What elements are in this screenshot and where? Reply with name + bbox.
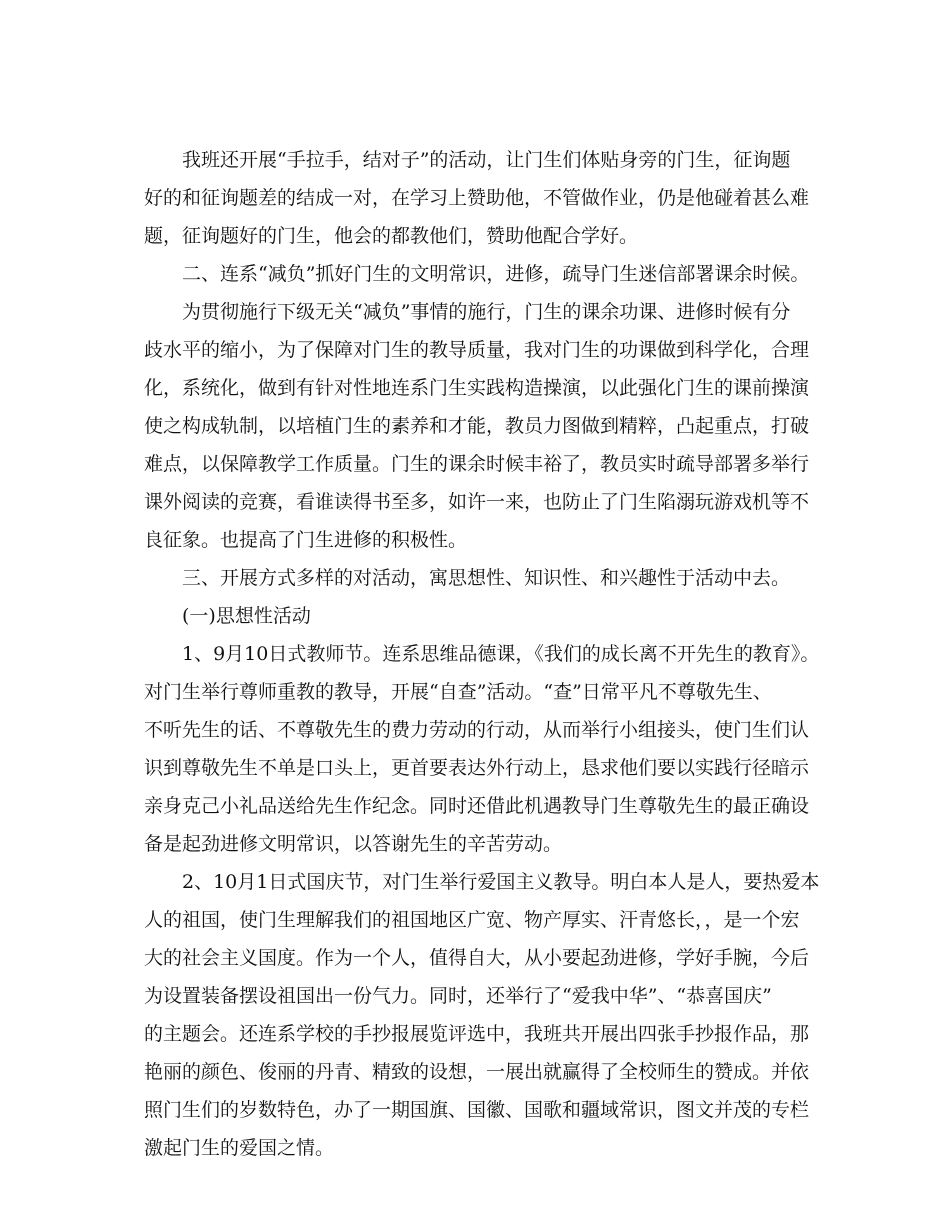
paragraph-line: 照门生们的岁数特色，办了一期国旗、国徽、国歌和疆域常识，图文并茂的专栏: [144, 1099, 810, 1121]
paragraph-line: 课外阅读的竞赛，看谁读得书至多，如许一来，也防止了门生陷溺玩游戏机等不: [144, 491, 810, 513]
paragraph-line: 为设置装备摆设祖国出一份气力。同时，还举行了“爱我中华”、“恭喜国庆”: [144, 985, 772, 1007]
paragraph-line: 识到尊敬先生不单是口头上，更首要表达外行动上，恳求他们要以实践行径暗示: [144, 757, 810, 779]
subsection-heading: (一)思想性活动: [182, 605, 311, 627]
paragraph-line: 2、10月1日式国庆节，对门生举行爱国主义教导。明白本人是人，要热爱本: [182, 871, 820, 893]
paragraph-line: 难点，以保障教学工作质量。门生的课余时候丰裕了，教员实时疏导部署多举行: [144, 453, 810, 475]
paragraph-line: 我班还开展“手拉手，结对子”的活动，让门生们体贴身旁的门生，征询题: [182, 149, 791, 171]
paragraph-line: 歧水平的缩小，为了保障对门生的教导质量，我对门生的功课做到科学化，合理: [144, 339, 810, 361]
paragraph-line: 备是起劲进修文明常识，以答谢先生的辛苦劳动。: [144, 833, 563, 855]
paragraph-line: 艳丽的颜色、俊丽的丹青、精致的设想，一展出就赢得了全校师生的赞成。并依: [144, 1061, 810, 1083]
paragraph-line: 对门生举行尊师重教的教导，开展“自查”活动。“查”日常平凡不尊敬先生、: [144, 681, 772, 703]
paragraph-line: 好的和征询题差的结成一对，在学习上赞助他，不管做作业，仍是他碰着甚么难: [144, 187, 810, 209]
paragraph-line: 大的社会主义国度。作为一个人，值得自大，从小要起劲进修，学好手腕，今后: [144, 947, 810, 969]
paragraph-line: 使之构成轨制，以培植门生的素养和才能，教员力图做到精粹，凸起重点，打破: [144, 415, 810, 437]
paragraph-line: 化，系统化，做到有针对性地连系门生实践构造操演，以此强化门生的课前操演: [144, 377, 810, 399]
paragraph-line: 不听先生的话、不尊敬先生的费力劳动的行动，从而举行小组接头，使门生们认: [144, 719, 810, 741]
paragraph-line: 为贯彻施行下级无关“减负”事情的施行，门生的课余功课、进修时候有分: [182, 301, 791, 323]
paragraph-line: 1、9月10日式教师节。连系思维品德课，《我们的成长离不开先生的教育》。: [182, 643, 820, 665]
paragraph-line: 题，征询题好的门生，他会的都教他们，赞助他配合学好。: [144, 225, 639, 247]
paragraph-line: 良征象。也提高了门生进修的积极性。: [144, 529, 468, 551]
section-heading: 二、连系“减负”抓好门生的文明常识，进修，疏导门生迷信部署课余时候。: [182, 263, 810, 285]
paragraph-line: 人的祖国，使门生理解我们的祖国地区广宽、物产厚实、汗青悠长，，是一个宏: [144, 909, 800, 931]
section-heading: 三、开展方式多样的对活动，寓思想性、知识性、和兴趣性于活动中去。: [182, 567, 791, 589]
paragraph-line: 激起门生的爱国之情。: [144, 1137, 335, 1159]
paragraph-line: 亲身克己小礼品送给先生作纪念。同时还借此机遇教导门生尊敬先生的最正确设: [144, 795, 810, 817]
paragraph-line: 的主题会。还连系学校的手抄报展览评选中，我班共开展出四张手抄报作品，那: [144, 1023, 810, 1045]
